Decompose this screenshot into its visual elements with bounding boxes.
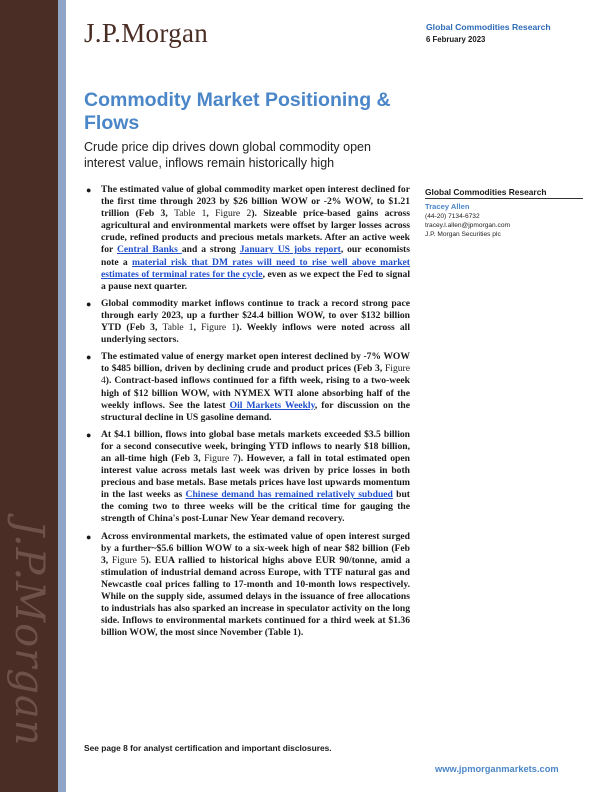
bullet-dot-icon: ● <box>86 352 92 363</box>
bullet-dot-icon: ● <box>86 298 92 309</box>
bullet-open-interest: ● The estimated value of global commodity market open interest declined for the first time through 2023 by $26 billion WOW or -2% WOW, to $1.21 trillion (Feb 3, Table 1, Figure 2). Sizeable price-based gains across agricultural and environmental markets were offset by larger losses across crude, refined products and precious metals markets. After an active week for Central Banks and a strong January US jobs report, our economists note a material risk that DM rates will need to rise well above market estimates of terminal rates for the cycle, even as we expect the Fed to signal a pause next quarter. <box>86 184 410 292</box>
chinese-demand-link[interactable]: Chinese demand has remained relatively subdued <box>185 489 393 501</box>
analyst-phone: (44-20) 7134-6732 <box>425 213 480 220</box>
table-reference: Table 1 <box>162 322 194 334</box>
summary-bullets <box>84 184 410 644</box>
analyst-email: tracey.l.allen@jpmorgan.com <box>425 222 510 229</box>
analyst-firm: J.P. Morgan Securities plc <box>425 231 501 238</box>
analyst-group: Global Commodities Research <box>425 187 583 199</box>
figure-reference: Figure 1 <box>201 322 237 334</box>
central-banks-link[interactable]: Central Banks <box>116 244 182 256</box>
figure-reference: Figure 5 <box>111 554 146 566</box>
bullet-global-inflows: ● Global commodity market inflows continue to track a record strong pace through early 2023, up a further $24.4 billion WOW, to over $132 billion YTD (Feb 3, Table 1, Figure 1). Weekly inflows were noted across all underlying sectors. <box>86 297 411 346</box>
bullet-dot-icon: ● <box>86 429 92 440</box>
jpmorgan-logo: J.P.Morgan <box>84 18 209 48</box>
analyst-name: Tracey Allen <box>425 202 470 211</box>
page-title: Commodity Market Positioning & Flows <box>84 89 391 134</box>
report-date: 6 February 2023 <box>426 35 486 44</box>
page-subtitle: Crude price dip drives down global commodity open interest value, inflows remain historically high <box>84 140 371 170</box>
table-reference: Table 1 <box>174 208 207 220</box>
figure-reference: Figure 4 <box>101 363 410 387</box>
figure-reference: Figure 7 <box>204 452 238 464</box>
material-risk-link[interactable]: material risk that DM rates will need to rise well above market estimates of terminal rates for the cycle <box>101 256 410 280</box>
figure-reference: Figure 2 <box>215 208 252 220</box>
footer-url-link[interactable]: www.jpmorganmarkets.com <box>435 764 559 774</box>
bullet-dot-icon: ● <box>86 185 92 195</box>
bullet-energy: ● The estimated value of energy market open interest declined by -7% WOW to $485 billion, driven by declining crude and product prices (Feb 3, Figure 4). Contract-based inflows continued for a fifth week, rising to a two-week high of $12 billion WOW, with NYMEX WTI alone absorbing half of the weekly inflows. See the latest Oil Markets Weekly, for discussion on the structural decline in US gasoline demand. <box>86 351 410 423</box>
disclosure-note: See page 8 for analyst certification and important disclosures. <box>84 743 332 753</box>
analyst-box <box>425 187 583 238</box>
bullet-dot-icon: ● <box>86 531 92 542</box>
report-series: Global Commodities Research <box>426 22 551 32</box>
bullet-base-metals: ● At $4.1 billion, flows into global base metals markets exceeded $3.5 billion for a second consecutive week, bringing YTD inflows to nearly $18 billion, an all-time high (Feb 3, Figure 7). However, a fall in total estimated open interest value across metals last week was driven by price losses in both precious and base metals. Base metals prices have lost upwards momentum in the last weeks as Chinese demand has remained relatively subdued but the coming two to three weeks will be the critical time for gauging the strength of China's post-Lunar New Year demand recovery. <box>86 428 411 525</box>
left-brand-band <box>0 0 58 792</box>
us-jobs-report-link[interactable]: January US jobs report <box>239 244 341 256</box>
report-header <box>426 22 596 44</box>
jpmorgan-watermark-signature: J.P.Morgan <box>6 520 52 747</box>
oil-markets-weekly-link[interactable]: Oil Markets Weekly <box>229 399 315 411</box>
left-accent-stripe <box>58 0 66 792</box>
bullet-environmental: ● Across environmental markets, the estimated value of open interest surged by a further~$5.6 billion WOW to a six-week high of near $82 billion (Feb 3, Figure 5). EUA rallied to historical highs above EUR 90/tonne, amid a stimulation of industrial demand across Europe, with TTF natural gas and Newcastle coal prices falling to 17-month and 10-month lows respectively. While on the supply side, assumed delays in the issuance of free allocations to industrials has also sparked an increase in speculator activity on the long side. Inflows to environmental markets continued for a third week at $1.36 billion WOW, the most since November (Table 1). <box>86 530 410 639</box>
